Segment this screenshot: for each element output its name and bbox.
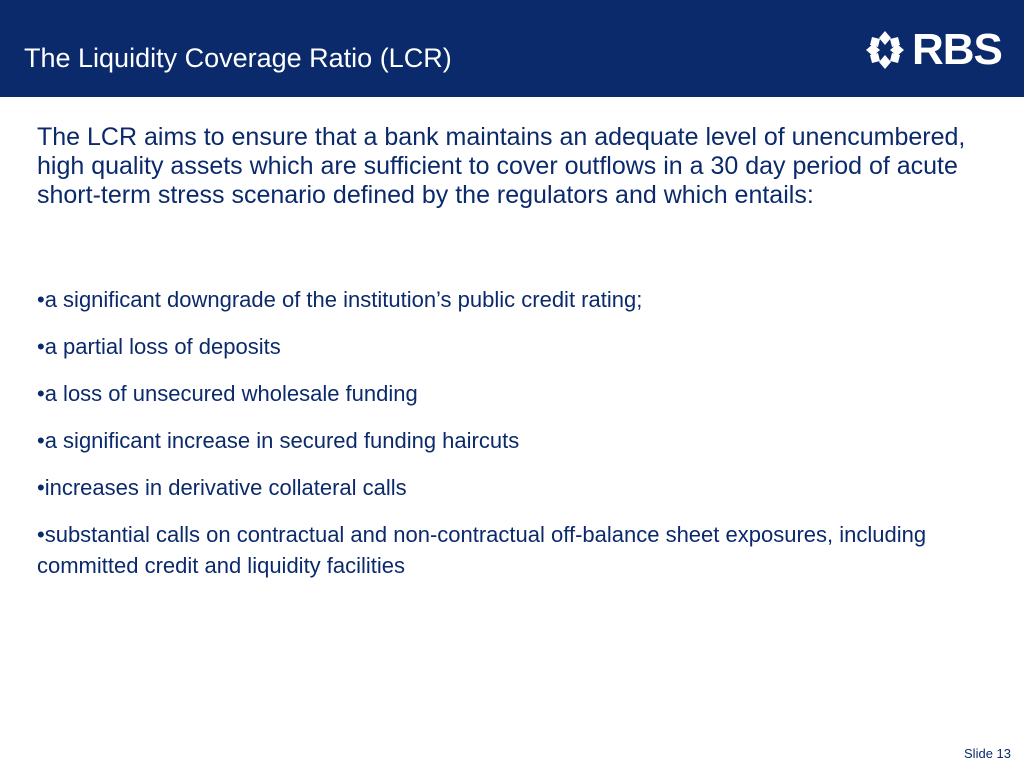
logo-wordmark: RBS xyxy=(912,25,1002,74)
rbs-daisy-wheel-icon xyxy=(862,27,908,73)
slide-title: The Liquidity Coverage Ratio (LCR) xyxy=(24,43,452,73)
stress-scenario-list xyxy=(37,284,997,597)
list-item: •a partial loss of deposits xyxy=(37,334,281,359)
rbs-logo xyxy=(862,26,1002,74)
intro-paragraph: The LCR aims to ensure that a bank maintains an adequate level of unencumbered, high quality assets which are sufficient to cover outflows in a 30 day period of acute short-term stress scenario defined by the regulators and which entails: xyxy=(37,123,966,209)
title-bar xyxy=(0,0,1024,97)
slide-number: Slide 13 xyxy=(964,746,1011,761)
list-item: •a significant downgrade of the institution’s public credit rating; xyxy=(37,287,643,312)
list-item: •substantial calls on contractual and non-contractual off-balance sheet exposures, including committed credit and liquidity facilities xyxy=(37,522,927,578)
list-item: •a significant increase in secured funding haircuts xyxy=(37,428,520,453)
list-item: •increases in derivative collateral calls xyxy=(37,475,407,500)
list-item: •a loss of unsecured wholesale funding xyxy=(37,381,418,406)
